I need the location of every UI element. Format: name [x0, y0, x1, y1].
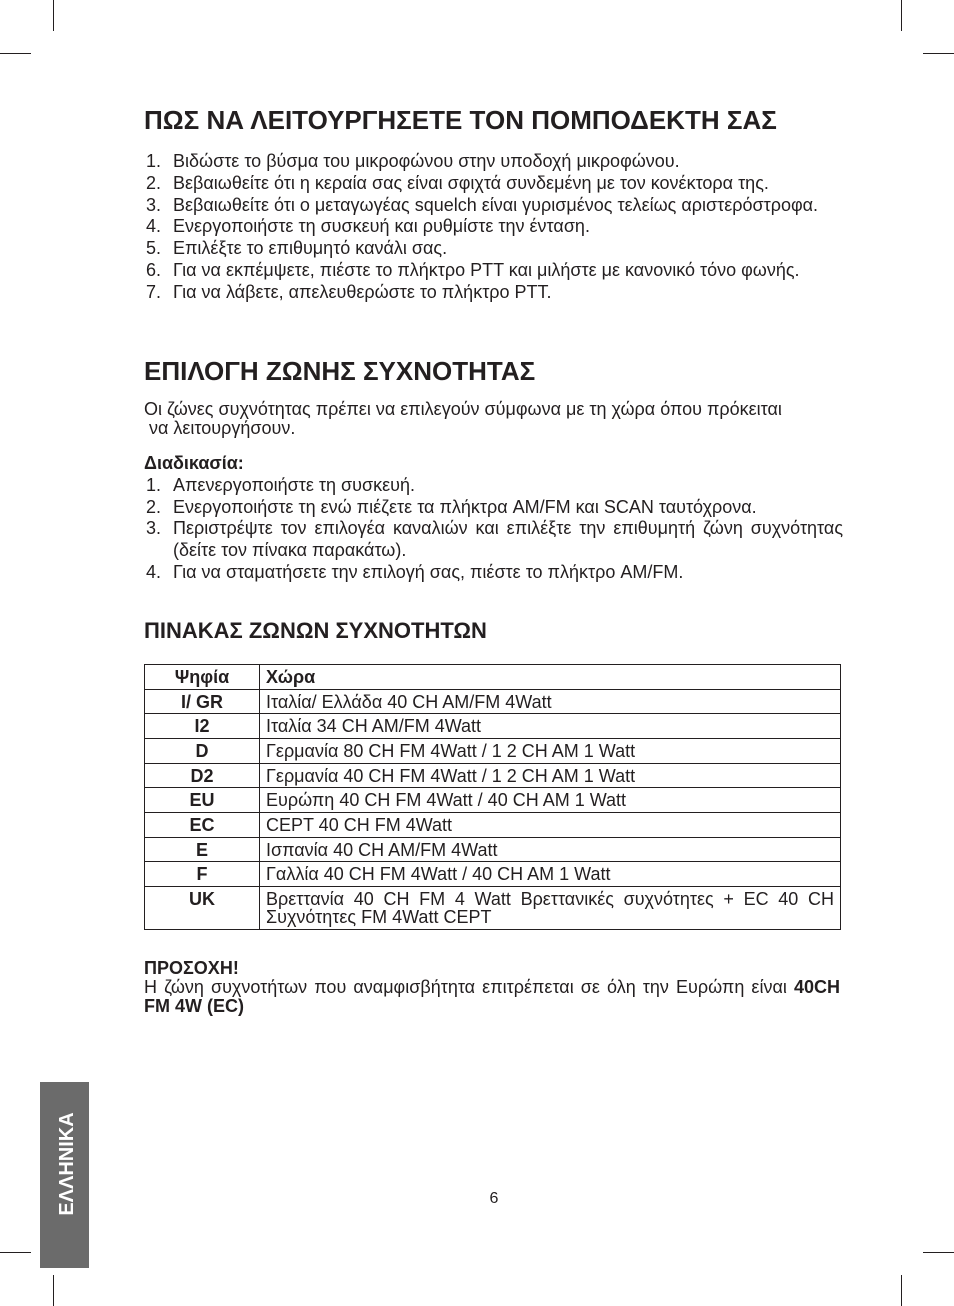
crop-mark-top-left-horizontal — [0, 53, 31, 54]
list-item — [144, 282, 843, 304]
procedure-block — [144, 453, 843, 584]
table-row — [145, 886, 841, 929]
page-number: 6 — [489, 1190, 499, 1207]
step-text: Επιλέξτε το επιθυμητό κανάλι σας. — [173, 238, 448, 259]
intro-line: Οι ζώνες συχνότητας πρέπει να επιλεγούν σύμφωνα με τη χώρα όπου πρόκειται — [144, 398, 782, 419]
step-text: Για να σταματήσετε την επιλογή σας, πιέστε το πλήκτρο AM/FM. — [173, 562, 684, 583]
step-number: 6. — [146, 260, 162, 281]
language-tab-label: ΕΛΛΗΝΙΚΑ — [56, 1112, 78, 1216]
crop-mark-bottom-right-vertical — [901, 1275, 902, 1306]
crop-mark-top-right-vertical — [901, 0, 902, 31]
band-code: F — [145, 862, 260, 887]
band-code: EU — [145, 788, 260, 813]
column-header-country: Χώρα — [260, 665, 841, 690]
list-item — [144, 562, 843, 584]
list-item — [144, 151, 843, 173]
intro-line: να λειτουργήσουν. — [144, 417, 296, 438]
list-item — [144, 173, 843, 195]
step-number: 4. — [146, 562, 162, 583]
step-text: Ενεργοποιήστε τη συσκευή και ρυθμίστε την ένταση. — [173, 216, 590, 237]
step-number: 2. — [146, 496, 162, 517]
procedure-label: Διαδικασία: — [144, 453, 244, 474]
step-number: 2. — [146, 172, 162, 193]
band-selection-intro — [144, 400, 843, 438]
step-text: Περιστρέψτε τον επιλογέα καναλιών και επιλέξτε την επιθυμητή ζώνη συχνότητας (δείτε τον πίνακα παρακάτω). — [173, 518, 843, 561]
band-code: EC — [145, 812, 260, 837]
step-text: Για να εκπέμψετε, πιέστε το πλήκτρο PTT και μιλήστε με κανονικό τόνο φωνής. — [173, 260, 800, 281]
warning-body: Η ζώνη συχνοτήτων που αναμφισβήτητα επιτρέπεται σε όλη την Ευρώπη είναι — [144, 976, 787, 997]
band-code: I/ GR — [145, 689, 260, 714]
step-text: Απενεργοποιήστε τη συσκευή. — [173, 474, 415, 495]
table-row — [145, 812, 841, 837]
list-item — [144, 497, 843, 519]
list-item — [144, 216, 843, 238]
operation-steps-list — [144, 151, 843, 304]
table-row — [145, 862, 841, 887]
warning-label: ΠΡΟΣΟΧΗ! — [144, 957, 239, 978]
table-row — [145, 714, 841, 739]
band-table — [144, 664, 841, 930]
crop-mark-top-right-horizontal — [923, 53, 954, 54]
list-item — [144, 195, 843, 217]
step-text: Ενεργοποιήστε τη ενώ πιέζετε τα πλήκτρα AM/FM και SCAN ταυτόχρονα. — [173, 496, 757, 517]
step-number: 4. — [146, 216, 162, 237]
step-number: 1. — [146, 151, 162, 172]
band-selection-heading: ΕΠΙΛΟΓΗ ΖΩΝΗΣ ΣΥΧΝΟΤΗΤΑΣ — [144, 356, 536, 386]
step-text: Για να λάβετε, απελευθερώστε το πλήκτρο PTT. — [173, 281, 552, 302]
step-text: Βιδώστε το βύσμα του μικροφώνου στην υποδοχή μικροφώνου. — [173, 151, 680, 172]
table-row — [145, 763, 841, 788]
band-description: Γερμανία 40 CH FM 4Watt / 1 2 CH AM 1 Watt — [260, 763, 841, 788]
procedure-steps-list — [144, 475, 843, 584]
operation-heading: ΠΩΣ ΝΑ ΛΕΙΤΟΥΡΓΗΣΕΤΕ ΤΟΝ ΠΟΜΠΟΔΕΚΤΗ ΣΑΣ — [144, 105, 777, 135]
list-item — [144, 518, 843, 562]
warning-text — [144, 978, 840, 1016]
band-description: Ιταλία 34 CH AM/FM 4Watt — [260, 714, 841, 739]
band-code: I2 — [145, 714, 260, 739]
step-number: 5. — [146, 238, 162, 259]
band-code: D2 — [145, 763, 260, 788]
column-header-digits: Ψηφία — [145, 665, 260, 690]
step-number: 3. — [146, 518, 162, 539]
step-text: Βεβαιωθείτε ότι η κεραία σας είναι σφιχτά συνδεμένη με τον κονέκτορα της. — [173, 172, 769, 193]
list-item — [144, 260, 843, 282]
band-description: CEPT 40 CH FM 4Watt — [260, 812, 841, 837]
band-description: Γερμανία 80 CH FM 4Watt / 1 2 CH AM 1 Watt — [260, 738, 841, 763]
band-description: Ευρώπη 40 CH FM 4Watt / 40 CH AM 1 Watt — [260, 788, 841, 813]
band-description: Γαλλία 40 CH FM 4Watt / 40 CH AM 1 Watt — [260, 862, 841, 887]
table-row — [145, 788, 841, 813]
band-description: Ισπανία 40 CH AM/FM 4Watt — [260, 837, 841, 862]
band-description: Ιταλία/ Ελλάδα 40 CH AM/FM 4Watt — [260, 689, 841, 714]
step-number: 3. — [146, 194, 162, 215]
step-number: 7. — [146, 281, 162, 302]
band-code: E — [145, 837, 260, 862]
table-row — [145, 689, 841, 714]
band-table-heading: ΠΙΝΑΚΑΣ ΖΩΝΩΝ ΣΥΧΝΟΤΗΤΩΝ — [144, 618, 487, 643]
table-header-row — [145, 665, 841, 690]
crop-mark-top-left-vertical — [53, 0, 54, 31]
step-number: 1. — [146, 474, 162, 495]
crop-mark-bottom-left-horizontal — [0, 1252, 31, 1253]
warning-emphasis: 40CH FM 4W (EC) — [144, 976, 840, 1016]
band-code: D — [145, 738, 260, 763]
crop-mark-bottom-right-horizontal — [923, 1252, 954, 1253]
band-code: UK — [145, 886, 260, 929]
table-row — [145, 738, 841, 763]
list-item — [144, 238, 843, 260]
band-description: Βρεττανία 40 CH FM 4 Watt Βρεττανικές συχνότητες + EC 40 CH Συχνότητες FM 4Watt CEPT — [260, 886, 841, 929]
language-tab — [40, 1082, 89, 1268]
list-item — [144, 475, 843, 497]
table-row — [145, 837, 841, 862]
warning-block — [144, 959, 840, 1016]
step-text: Βεβαιωθείτε ότι ο μεταγωγέας squelch είναι γυρισμένος τελείως αριστερόστροφα. — [173, 194, 819, 215]
crop-mark-bottom-left-vertical — [53, 1275, 54, 1306]
